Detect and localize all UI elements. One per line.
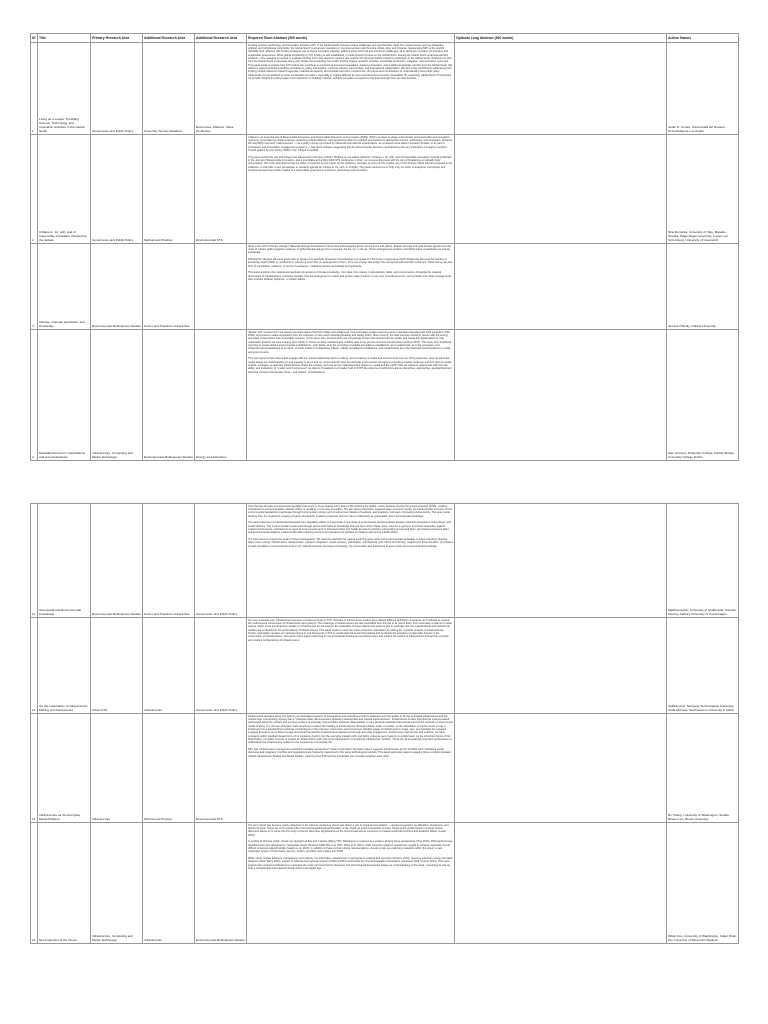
abstract-paragraph: Funding science, technology, and innovation activities (STI) in the Global South presents unique challenges and opportunities. Apart from typical issues such as budgetary, political, and institutional constraints, the Global South must answer questions in countries across Latin America, Africa, Asia, and Oceania, representing 84% of the world's habitable land. Effective STI funding strategies can enhance innovative capacity, address socio-technical and economic challenges, all of which are crucial for an inclusive and sustainable governance. While global scholarship on STI funding is well established, it predominantly focuses on the Global North, leaving the Global South underrepresented. However, more research is needed to evaluate funding STI in low-resource contexts and explore the structural barriers faced by institutions in the Global South. Research on and from the Global South is essential, along with studies demonstrating how public funding shapes research priorities, knowledge production, mitigation, and innovation outcomes. This panel seeks to explore how STI funding can contribute to overcoming structural inequalities, fostering innovation, and enabling knowledge transfer from the Global South. We welcome papers examining funding mechanisms, policy frameworks, university-industry partnerships, and international collaboration. We also invite contributions addressing how funding models influence research agendas, institutional capacity, and societal outcomes. Furthermore, the panel aims contributions to understanding how public policy frameworks can be adapted to foster sustainable innovation, especially in regions affected by socio-technical and economic inequalities. By examining Global South STI priorities, we provide insights for policymakers and institutions on building inclusive, resilient innovation ecosystems that draw strength from an ideal benefits.	[248, 43, 453, 80]
abstract-paragraph: In studies of Chinese public, clouds are depicted as fine and massive (Wang 750). Resistance to systems as a subject, defying these perspectives (Ting 2016). Philosophers have classified and more attempted to manipulate clouds (Pearson 1983; Bis et al. 2017; Brice et al. 2021), while computer graphics researchers sought to enhance automatic clouds difficult to express algorithmically (Gaskin et al. 2023). In addition to these central cultural representations, clouds remain as underlying metaphor within 'the cloud,' a vast networked system of hard drives, servers, routers, and fiber-optic cables (Hu 2015).	[248, 840, 453, 854]
abstract-paragraph: What is the stuff of climate change? Materials arrange themselves to show how anthropogenic action across times and places. Experts arrange and read climate signals from the noise of culture, pulling together evidence of global climate change from a species, the ice, ice, in the air. These arrangements produce and follow logics of aesthetics as well as knowledge.	[248, 244, 452, 255]
row-id: 13	[31, 714, 38, 823]
abstract-paragraph: "Media" and "environment" are closely bounded objects that both collide and collaborate. Communication studies have long been materially entangled with local ecologies (Tully 2009), and science media composition from the extraction of rare earth minerals (Reading and Notley 2015). More recently, the field has been forced to reckon with the energy and water consumption that computation requires. At the same time, environments are increasingly known and experienced via media, and media and digital efforts to map underwater frontiers via cave imaging (Kerr 2022) or 'citizen sensing' initiatives that mobilize data in the pursuit of environmental justice (Gabrys 2016). The news, from traditional reporting to social media's environmental mobilizations - both literal, as in the re-tooling of satellite surveillance installations, and metaphorical, as in the ecosystem and infrastructural constellations of an earth, of entire bodies of a ubiquitous military, military surveillance installations, and metaphorical, as in the informational ecosystems of media and environments.	[248, 330, 452, 354]
row-additional-area-1: Infrastructure	[143, 823, 195, 944]
abstract-paragraph: Why has 'infrastructure' emerged as a powerful mediation perspective? Susan Leigh Star's 'boundary object' suggests infrastructure as the 'invisible work' facilitating social discourse and imaginary. Conflicts and negotiations are frequently intertwined in the same technological network. This panel welcomes papers engaging these concepts between Critical Infrastructure Studies and Media Studies, exploring how STS and the humanities can mutually enlighten each other.	[248, 747, 452, 758]
abstract-paragraph: The panel observes (1) intellectual framework from regulating efforts to incorporate a new class of environments and boundaries between physical ecosystems, living things, and social relations. The environmental is examined through actors and bodies of knowledge that use them and in these ways: used as a synonym for human interaction against impact environments, mechanisms as types of environments and on structural safety and health as sets of practices surrounding and around them, and citations between labor and environmental relations, explored with wide-reaching environment relevance for debates on hedging and mining (Hardin 2022).	[248, 521, 451, 535]
abstract-paragraph: Our panel aims to expand the scale of these investigations. We welcome abstracts for papers exploring green work and environmental knowledge in areas including industrial labor union, energy, infrastructure, transportation, systems integrators, waste recovery, valorization, and disposal, and culture and therapy, organized in three domains: (1) theories of work and labor in environmental context; (2) material practices and ways of knowing; (3) communities and institutions of green work and environmental knowledge.	[248, 537, 453, 548]
row-additional-area-2: Governance and Public Policy	[195, 618, 247, 714]
row-primary-area: Governance and Public Policy	[91, 135, 143, 244]
row-title: Greenpeak and Environmental Knowledge	[38, 504, 91, 618]
row-title: Climate, material, aesthetics, and knowledge	[38, 244, 91, 330]
table-row	[31, 135, 739, 244]
row-short-abstract	[247, 43, 455, 135]
row-author-names: Matthew Enkin, University of Strathclyde; Hannah Kauzny, Aalborg University of Copenhagen	[667, 504, 739, 618]
abstract-paragraph: Critique is an essential part of Responsible Innovation and Responsible Research and Innovation (R(R)I). R(R)I promises to shape a democratic technoscientific and innovation regime by reconsidering critical analyses, protecting critical reflection, and questioning taken-for-granted assumptions in democratic science, technology, and innovation. However, the way R(R)I has been 'mainstreamed' — as a policy concept promoted by influential international organizations, as a research area within innovation studies, or as part of companies' and universities' engagement programs — has led to critiques suggesting that its critical impulse has been neutralized by the very institutions it sought to confront. Turned against its own history, R(R)I's own critique is needed.	[248, 135, 453, 152]
spreadsheet-page-2	[30, 503, 738, 944]
row-additional-area-2: Environmental STS	[195, 135, 247, 244]
row-id: 12	[31, 618, 38, 714]
abstract-paragraph: This open panel invites papers that engage with the mutual relationship (and re-making, and unmaking) of media and environments from an STS perspective. How do particular media shape our understanding of, and capacity to act in and on, environments? How do particular environments demand a re-thinking of what media are and do? How do media studies, ecologies, or alternate infrastructures shape the ecology, and how do we understand their relation to media and the earth? Also we welcome papers that shift from the ability, and limitations, of "media" and "environment" as objects of analysis in a broader field of STS? We welcome contributions across disciplines, approaches, geographical and historical contexts that develop these - and related - considerations.	[248, 357, 452, 374]
row-additional-area-2	[195, 244, 247, 330]
row-short-abstract	[247, 244, 455, 330]
row-long-abstract	[455, 714, 667, 823]
row-title: Critique in, for, with, and of responsible innovation: Reopening the debate	[38, 135, 91, 244]
row-long-abstract	[455, 823, 667, 944]
header-long-abstract: Optional Long Abstract (500 words)	[455, 34, 667, 43]
header-additional-area-2: Additional Research Area	[195, 34, 247, 43]
row-short-abstract	[247, 714, 455, 823]
table-row	[31, 330, 739, 461]
row-title: Living as a Leaper: Providing Science, Technology, and Innovation Activities in the Global South	[38, 43, 91, 135]
row-id: 4	[31, 330, 38, 461]
row-additional-area-1: Method and Practice	[143, 714, 195, 823]
row-id: 14	[31, 823, 38, 944]
row-long-abstract	[455, 43, 667, 135]
spreadsheet-page-1	[30, 33, 738, 461]
panel-table-1	[30, 33, 739, 461]
row-long-abstract	[455, 244, 667, 330]
row-long-abstract	[455, 330, 667, 461]
abstract-paragraph: Infrastructure operates along two distinct yet interrelated registers of transactions and embodiment that its existence over the quality to be the embodied infrastructure and the cultural sign, a technology system that is "indicates wider disconnections between material base and cultural superstructure". Infrastructure is often theorized as systems-based, submerged below the surface and exerting systems of everyday commonplace business (Starosielski), or as a physical substrate that extends beyond the confines of 'screens and media' (Parks). Yet, the use of human-made structures to assert the building of infrastructures (through politics, scale, or power), so the articulation of environments is only a limited and not a standardized exchange of techniques in the end-user, consumers, and consumers. Media's usage of infrastructure's image, sign, and standard are required, engaged through a set of distinct image and visual frameworks produced and experienced through everyday engagement. Furthermore, both human and machine, we have constantly within standard-based forms of its existence (Larkin), but the everyday interacts with and within a diverse set of agents on a daily basis. As the prominent figure of this field (Parks), a broader concept of 'people as infrastructure' and more recent discussions of 'emotional infrastructure' (Larkin). These are all increasingly important perspectives to understand how infrastructure matters to the experiences of everyday life.	[248, 714, 453, 745]
row-additional-area-2: Environmental STS	[195, 714, 247, 823]
row-title: Infrastructure as the Everyday Media Platform	[38, 714, 91, 823]
header-id: ID	[31, 34, 38, 43]
row-additional-area-1: Forms and Practices of Expertise	[143, 504, 195, 618]
row-primary-area: Governance and Public Policy	[91, 43, 143, 135]
row-primary-area: Infrastructure	[91, 714, 143, 823]
table-row	[31, 823, 739, 944]
table-row	[31, 504, 739, 618]
row-author-names: Sina Dominka, University of Vigo, Mareike Smolka, Wageningen University, Lucien von Schomberg, University of Greenwich	[667, 135, 739, 244]
row-additional-area-1: University Society Relations	[143, 43, 195, 135]
header-author-names: Author Names	[667, 34, 739, 43]
row-long-abstract	[455, 135, 667, 244]
row-short-abstract	[247, 823, 455, 944]
row-additional-area-2: Energy and Extraction	[195, 330, 247, 461]
abstract-paragraph: While 'cloud' implies lightness, transparency and ubiquity, the information infrastructure it represents is material and concrete (Johnson 2019), requiring extensive energy and labor (Pearson 2022; Wang 2023), subject to national and regional controls (Chiktoza 2021) and funded by of technocapitalist corporations (Gasticeal 2018; Kramer 2023). This open panel invites original contributions to reinterpret the notion and technical or historical, and technological frameworks shape our understanding of 'the cloud', examining its role as both a metaphorical and material infrastructure in the digital age.	[248, 856, 453, 870]
row-additional-area-2: Economies, Markets, Value Production	[195, 43, 247, 135]
row-primary-area: Environmental Multispecies Studies	[91, 244, 143, 330]
row-author-names: Jessica O'Reilly, Indiana University	[667, 244, 739, 330]
row-additional-area-1: Forms and Practices of Expertise	[143, 244, 195, 330]
row-long-abstract	[455, 618, 667, 714]
row-author-names: Sulfikar Amir, Nanyang Technological University, Soda McIssas, Northwestern University in Qatar	[667, 618, 739, 714]
header-row	[31, 34, 739, 43]
row-short-abstract	[247, 135, 455, 244]
table-row	[31, 618, 739, 714]
row-author-names: Bo Huang, University of Washington, Seattle, Bowen Lan, Brown University	[667, 714, 739, 823]
row-additional-area-1: Infrastructure	[143, 618, 195, 714]
row-id: 1	[31, 43, 38, 135]
table-row	[31, 43, 739, 135]
row-additional-area-2: Governance and Public Policy	[195, 504, 247, 618]
header-primary-area: Primary Research Area	[91, 34, 143, 43]
row-short-abstract	[247, 504, 455, 618]
abstract-paragraph: Philosopher Jacques Rancière posits that 'to speak of an aesthetic dimension of knowledge is to speak of a dimension of ignorance which divides the idea and the practice of knowledge itself' (2009: 1). Aesthetics in science is more than an arrangement of form, but a set of ways that assign the conceptual with scientific outcomes. These forms can also form of constitution, evidence, or forms of resistance, mediating between knowledge and ignorance.	[248, 257, 453, 268]
row-primary-area: Urban STS	[91, 618, 143, 714]
header-short-abstract: Required Short Abstract (300 words)	[247, 34, 455, 43]
row-short-abstract	[247, 618, 455, 714]
abstract-paragraph: Over the last 30 years environmental regulation has come to focus heavily every facet of the world by the 2020s, mostly because diverse firms have acquired (2015), could be considered an environmentalist, whether willing or unwilling, in one way or another. The last spring proposition suggests large economic trends, yet intuitively little is known of how environmental regulations reverberate through contemporary society and construct new classes of teachers, and practices, and ways of knowing environments. This open panel, drawing from the organizers' ongoing program of research, explores processes that set refer to collectively as 'greenwash' and environmental knowledge'.	[248, 504, 453, 518]
row-short-abstract	[247, 330, 455, 461]
abstract-paragraph: The term 'cloud' has become nearly ubiquitous in the Internet. Designing 'cloud' was driven a mix of visual-format artifacts — visual iconography, mystification, cloudyness, and figment of tools. These are (it it) results reflect the technological layered boundary of the 'cloud' as a technoscientific concept. Studying the public function of 'cloud' across discourse allows us to parse the this verity of cloud's discourse significations as the cloud infrastructure continues to produce technical functions and aesthetic effects (Larkin 2013).	[248, 823, 449, 837]
row-additional-area-1: Method and Practice	[143, 135, 195, 244]
row-author-names: Julián D. Cortés, Universidad del Rosario - Universidad de Los Andes	[667, 43, 739, 135]
row-author-names: Max Johnson, Pinkerton College; Patrick Brodie, University College Dublin	[667, 330, 739, 461]
row-author-names: Milton Fan, University of Washington, Adam Osler, Pre University of Wisconsin Madison	[667, 823, 739, 944]
row-id: 3	[31, 244, 38, 330]
row-additional-area-1: Environmental Multispecies Studies	[143, 330, 195, 461]
row-primary-area: Infrastructure, Computing and Media Technology	[91, 823, 143, 944]
row-additional-area-2: Environmental Multispecies Studies	[195, 823, 247, 944]
row-long-abstract	[455, 504, 667, 618]
row-title: On the materialism of infrastructure: Making of Infrastructures	[38, 618, 91, 714]
row-id: 2	[31, 135, 38, 244]
abstract-paragraph: For over a decade now, infrastructure has been a subject of study in STS. Scholars of infrastructure studies have offered different definitions of analysis and methods to unpack the multi-layered construction of infrastructure and systems. The meanings of infrastructures are also diversified from the site to its macro level, from information systems to urban spaces. Much of the contemporary studies on infrastructure are focused on the materiality of these objects and systems and in particular how the organizational and institutional realities are embedded in the performativity of infrastructures. This panel seeks to move the notion of techno-materialism by adding the symbolic analysis of infrastructures. Techno-nationalism remains an important theme in and framework in STS to rearticulate the social and political and to identify the operation of nationalist rhetoric in the construction of infrastructures. The panel invites papers that bring in new conceptual thinking and empirical cases that explore the politics of infrastructure through the symbolic and creative configurations of infrastructures.	[248, 618, 452, 642]
abstract-paragraph: This panel explores the material and aesthetic dimensions of climate knowledge, from data, from nature, in laboratories, fields, and environments. Alongside the material dimensions of infrastructures, practices consider how the arrangement to select and people make produce or rely upon considered a form, and consider how these arrangements then produce political, epistemic, or artistic effects.	[248, 271, 452, 281]
abstract-paragraph: This panel revisits the role that critique has played and could play in R(R)I. Building on our edited collection 'Critique in, for, with, and of responsible innovation' recently published in the Journal of Responsible Innovation, and a roundtable at the May 2023 STS conference in Graz, we convene this panel with the aim of broadening an already lively conversation. We invite submissions that are either a response to (any paper of) the collection, that take up and put into practice any of the diverse critical stances proposed in the collection, or that offer a new perspective or research agenda for critique in, for, with, or of R(R)I. The panel requires low or high entry (or both) to analytical, conceptual, and empirical perspectives and/or stages of a responsible governance of science, technology and innovation.	[248, 155, 453, 172]
row-id: 11	[31, 504, 38, 618]
header-additional-area-1: Additional Research Area	[143, 34, 195, 43]
panel-table-2	[30, 503, 739, 944]
table-row	[31, 244, 739, 330]
header-title: Title	[38, 34, 91, 43]
row-primary-area: Environmental Multispecies Studies	[91, 504, 143, 618]
table-row	[31, 714, 739, 823]
row-primary-area: Infrastructure, Computing and Media Technology	[91, 330, 143, 461]
row-title: Media/Environment: interrelations and reconsiderations	[38, 330, 91, 461]
row-title: Net Inspection of the Cloud	[38, 823, 91, 944]
